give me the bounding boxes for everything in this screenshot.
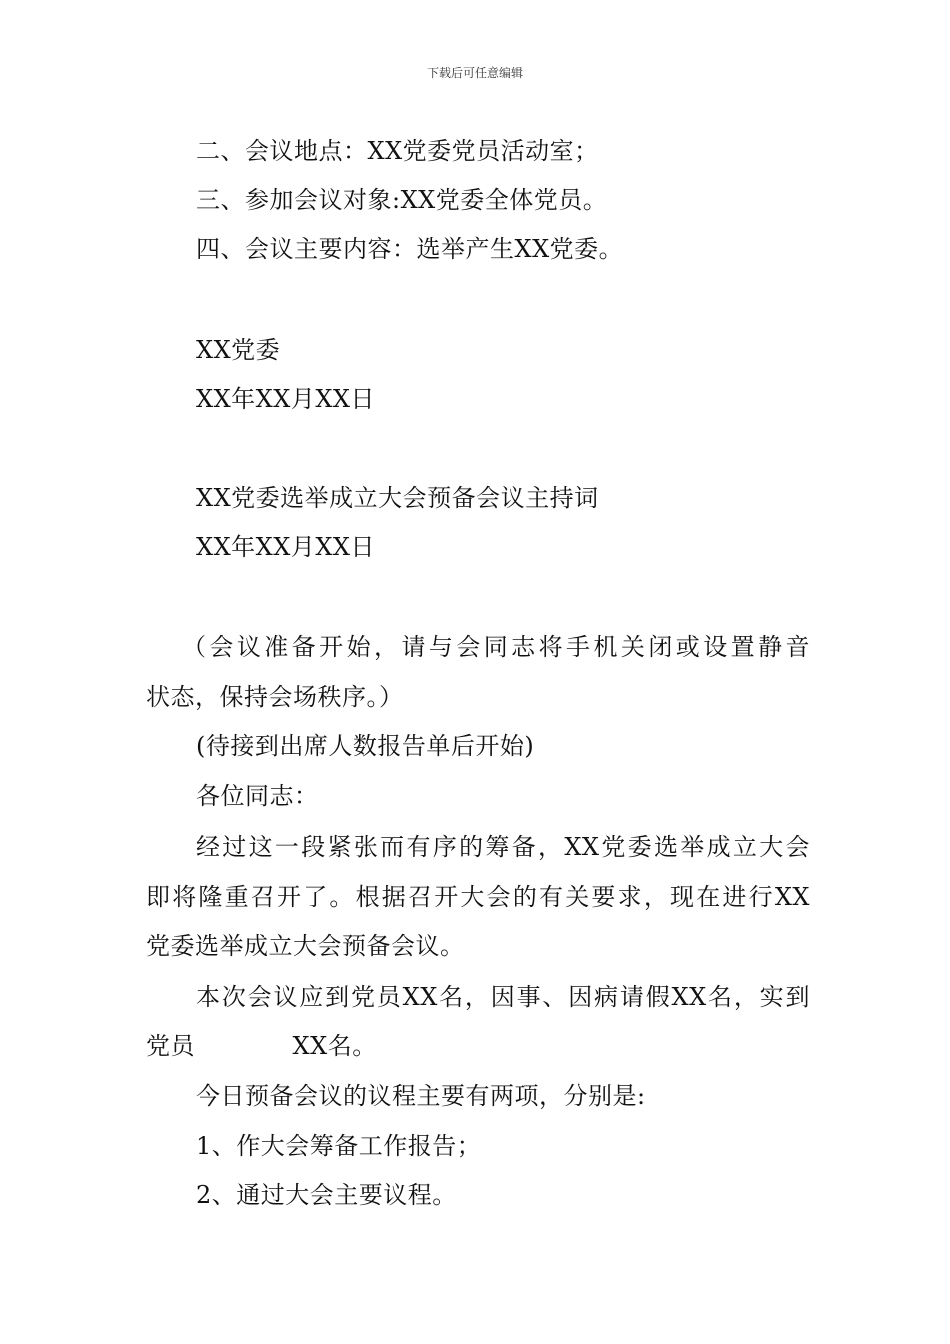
- page-header: 下载后可任意编辑: [426, 66, 523, 80]
- paragraph-intro-line-1: 经过这一段紧张而有序的筹备，XX党委选举成立大会: [196, 833, 810, 861]
- paragraph-attendance-line-2: 党员 XX名。: [146, 1032, 377, 1060]
- document-date: XX年XX月XX日: [196, 533, 376, 561]
- signature-date: XX年XX月XX日: [196, 385, 376, 413]
- paragraph-intro-line-3: 党委选举成立大会预备会议。: [146, 932, 465, 960]
- paragraph-waiting: (待接到出席人数报告单后开始): [196, 732, 535, 760]
- paragraph-greeting: 各位同志：: [196, 782, 319, 810]
- notice-attendees: 三、参加会议对象:XX党委全体党员。: [196, 186, 608, 214]
- notice-content: 四、会议主要内容：选举产生XX党委。: [196, 235, 624, 263]
- paragraph-agenda-intro: 今日预备会议的议程主要有两项，分别是:: [196, 1082, 646, 1110]
- paragraph-opening-line-2: 状态，保持会场秩序。）: [146, 683, 404, 711]
- agenda-item-2: 2、通过大会主要议程。: [196, 1181, 457, 1209]
- paragraph-intro-line-2: 即将隆重召开了。根据召开大会的有关要求，现在进行XX: [146, 883, 810, 911]
- document-title: XX党委选举成立大会预备会议主持词: [196, 484, 599, 512]
- signature-org: XX党委: [196, 336, 281, 364]
- paragraph-attendance-line-1: 本次会议应到党员XX名，因事、因病请假XX名，实到: [196, 983, 810, 1011]
- notice-location: 二、会议地点：XX党委党员活动室；: [196, 137, 599, 165]
- agenda-item-1: 1、作大会筹备工作报告；: [196, 1132, 482, 1160]
- paragraph-opening-line-1: （会议准备开始，请与会同志将手机关闭或设置静音: [182, 633, 810, 661]
